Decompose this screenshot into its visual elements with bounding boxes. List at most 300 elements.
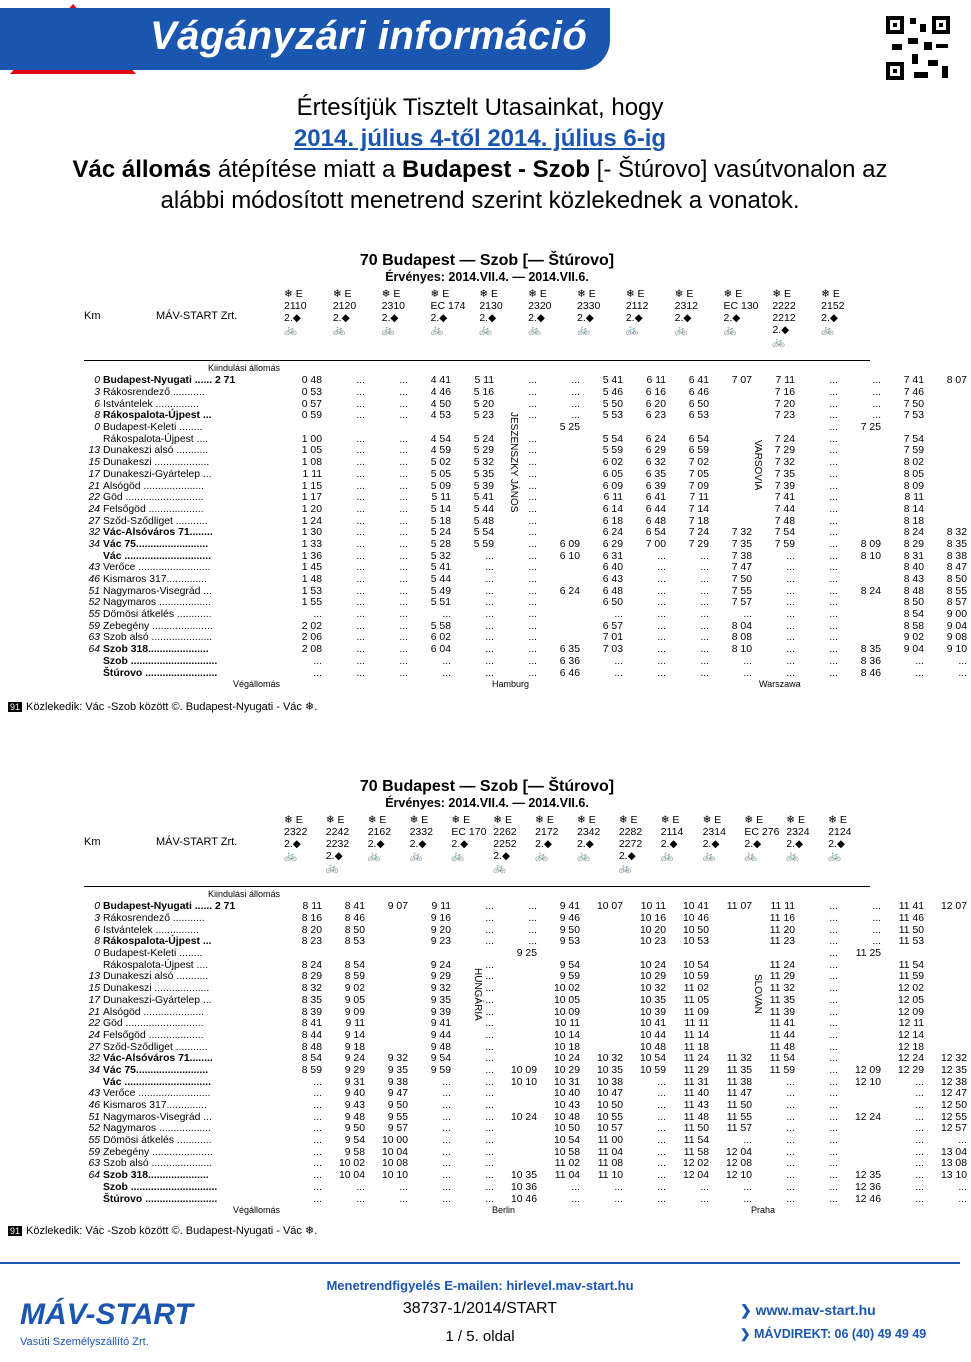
km-cell: 63 — [88, 1158, 100, 1170]
time-cell — [842, 515, 885, 527]
time-cell: 7 48 — [774, 515, 795, 527]
time-cell: 11 32 — [769, 983, 795, 995]
time-cell: 9 24 — [344, 1053, 365, 1065]
time-cell: ... — [399, 562, 408, 574]
time-cell: 5 25 — [559, 422, 580, 434]
train-number: ❄ E 2282 2272 2.◆ 🚲 — [619, 814, 659, 874]
time-cell: ... — [399, 503, 408, 515]
km-cell: 24 — [88, 1029, 100, 1041]
time-cell: 2 08 — [301, 644, 322, 656]
train-number: ❄ E EC 276 2.◆ 🚲 — [744, 814, 784, 862]
snowflake-icon: ❄ E — [577, 288, 596, 300]
time-cell: 8 14 — [903, 503, 924, 515]
time-cell: 7 54 — [774, 527, 795, 539]
time-cell: 7 35 — [731, 538, 752, 550]
time-cell: 12 50 — [940, 1100, 967, 1112]
table-row — [84, 492, 971, 504]
time-cell: ... — [442, 1170, 451, 1182]
time-cell — [928, 410, 971, 422]
time-cell — [283, 422, 326, 434]
time-cell: 7 59 — [903, 445, 924, 457]
time-cell: ... — [485, 550, 494, 562]
time-cell: ... — [571, 1193, 580, 1205]
table-row — [84, 597, 971, 609]
time-cell: ... — [356, 655, 365, 667]
time-cell: ... — [829, 667, 838, 679]
time-cell: 9 43 — [344, 1100, 365, 1112]
time-cell — [369, 983, 412, 995]
time-cell: 8 58 — [903, 620, 924, 632]
time-cell: ... — [485, 1041, 494, 1053]
time-cell: 1 05 — [301, 445, 322, 457]
km-header: Km — [84, 836, 101, 848]
bicycle-icon: 🚲 — [493, 862, 507, 874]
time-cell: 7 00 — [645, 538, 666, 550]
time-cell: ... — [700, 1181, 709, 1193]
time-cell: ... — [915, 655, 924, 667]
time-cell: 7 16 — [774, 387, 795, 399]
time-cell: ... — [485, 1193, 494, 1205]
time-cell — [842, 620, 885, 632]
time-cell — [928, 971, 971, 983]
time-cell: ... — [700, 1193, 709, 1205]
page-footer — [0, 1262, 960, 1362]
snowflake-icon: ❄ E — [618, 814, 638, 826]
time-cell — [541, 469, 584, 481]
time-cell: 6 41 — [645, 492, 666, 504]
intro-text — [0, 92, 960, 216]
time-cell — [885, 948, 928, 960]
time-cell: 8 24 — [860, 585, 881, 597]
time-cell — [584, 1030, 627, 1042]
time-cell: 7 29 — [688, 538, 709, 550]
time-cell: 8 44 — [301, 1029, 322, 1041]
station-name: Vác-Alsóváros 71........ — [103, 1053, 213, 1065]
bicycle-icon: 🚲 — [660, 850, 674, 862]
time-cell — [928, 398, 971, 410]
time-cell: ... — [356, 410, 365, 422]
time-cell: 11 11 — [684, 1018, 709, 1030]
time-cell: ... — [356, 387, 365, 399]
end-station-label: Végállomás — [232, 678, 280, 689]
table-row — [84, 527, 971, 539]
station-name: Kismaros 317.............. — [103, 574, 207, 586]
time-cell: ... — [829, 574, 838, 586]
table-row — [84, 1146, 971, 1158]
time-cell: 5 29 — [473, 445, 494, 457]
time-cell: ... — [915, 1123, 924, 1135]
snowflake-icon: ❄ E — [493, 814, 512, 826]
time-cell: 6 54 — [688, 433, 709, 445]
timetable-body — [84, 375, 971, 679]
time-cell: ... — [485, 1076, 494, 1088]
time-cell: 6 35 — [645, 468, 666, 480]
time-cell: ... — [700, 562, 709, 574]
km-cell: 32 — [88, 527, 100, 539]
time-cell: ... — [356, 632, 365, 644]
time-cell: ... — [528, 433, 537, 445]
time-cell: ... — [442, 1181, 451, 1193]
time-cell — [584, 936, 627, 948]
station-name: Felsőgöd ................... — [103, 503, 204, 515]
time-cell: 6 05 — [602, 468, 623, 480]
station-name: Vác 75......................... — [103, 538, 209, 550]
time-cell: 5 02 — [430, 457, 451, 469]
time-cell: ... — [829, 1146, 838, 1158]
time-cell — [498, 1135, 541, 1147]
km-cell — [84, 959, 103, 971]
time-cell: ... — [829, 1111, 838, 1123]
time-cell: 10 39 — [639, 1006, 666, 1018]
snowflake-icon: ❄ E — [772, 288, 792, 300]
time-cell: 6 44 — [645, 503, 666, 515]
header-banner — [0, 0, 960, 78]
table-row — [84, 609, 971, 621]
time-cell: 11 24 — [769, 959, 795, 971]
time-cell — [369, 948, 412, 960]
snowflake-icon: ❄ E — [409, 814, 429, 826]
time-cell: 6 41 — [688, 375, 709, 387]
km-cell: 51 — [88, 585, 100, 597]
timetable-header — [84, 778, 870, 810]
snowflake-icon: ❄ E — [744, 814, 764, 826]
time-cell: 7 23 — [774, 410, 795, 422]
time-cell — [842, 1053, 885, 1065]
time-cell: ... — [442, 655, 451, 667]
time-cell: ... — [528, 492, 537, 504]
time-cell: ... — [528, 515, 537, 527]
km-cell: 6 — [94, 398, 100, 410]
km-cell: 55 — [88, 609, 100, 621]
time-cell: 8 54 — [344, 959, 365, 971]
time-cell: ... — [485, 632, 494, 644]
km-cell: 59 — [88, 1146, 100, 1158]
km-cell: 64 — [88, 1170, 100, 1182]
time-cell: 8 09 — [903, 480, 924, 492]
time-cell: 10 38 — [596, 1076, 623, 1088]
timetable-body — [84, 901, 971, 1205]
time-cell — [928, 445, 971, 457]
time-cell: ... — [399, 644, 408, 656]
table-row — [84, 644, 971, 656]
time-cell: ... — [829, 468, 838, 480]
station-name: Zebegény ..................... — [103, 1146, 213, 1158]
time-cell: ... — [657, 667, 666, 679]
bicycle-icon: 🚲 — [367, 850, 381, 862]
time-cell — [842, 1030, 885, 1042]
time-cell: 9 25 — [516, 948, 537, 960]
time-cell: 9 18 — [344, 1041, 365, 1053]
time-cell: ... — [485, 1029, 494, 1041]
time-cell — [541, 597, 584, 609]
warszawa-label: Warszawa — [759, 678, 801, 689]
snowflake-icon: ❄ E — [284, 814, 303, 826]
time-cell: ... — [829, 1076, 838, 1088]
time-cell: ... — [829, 492, 838, 504]
time-cell: 10 18 — [553, 1041, 580, 1053]
time-cell: 10 41 — [639, 1018, 666, 1030]
time-cell: ... — [313, 1100, 322, 1112]
table-row — [84, 504, 971, 516]
time-cell: 7 09 — [688, 480, 709, 492]
time-cell: ... — [356, 609, 365, 621]
time-cell: 11 05 — [683, 994, 709, 1006]
time-cell: 8 23 — [301, 936, 322, 948]
time-cell: 13 10 — [940, 1170, 967, 1182]
time-cell: 8 35 — [860, 644, 881, 656]
time-cell: 10 46 — [510, 1193, 537, 1205]
time-cell: 10 55 — [596, 1111, 623, 1123]
time-cell: 11 50 — [726, 1100, 752, 1112]
time-cell: 9 54 — [430, 1053, 451, 1065]
time-cell — [842, 1146, 885, 1158]
time-cell: ... — [657, 1158, 666, 1170]
time-cell: 9 14 — [344, 1029, 365, 1041]
train-number: ❄ E 2112 2.◆ 🚲 — [626, 288, 666, 336]
table-row — [84, 1135, 971, 1147]
time-cell: 8 29 — [301, 971, 322, 983]
time-cell — [713, 913, 756, 925]
time-cell: 8 24 — [301, 959, 322, 971]
time-cell: 10 59 — [639, 1064, 666, 1076]
time-cell: ... — [915, 1088, 924, 1100]
time-cell: ... — [786, 1111, 795, 1123]
time-cell: 11 54 — [769, 1053, 795, 1065]
train-number: ❄ E 2222 2212 2.◆ 🚲 — [772, 288, 812, 348]
time-cell — [842, 445, 885, 457]
time-cell: 11 50 — [683, 1123, 709, 1135]
time-cell — [498, 1041, 541, 1053]
time-cell: 6 32 — [645, 457, 666, 469]
time-cell — [541, 480, 584, 492]
table-row — [84, 375, 971, 387]
station-name: Alsógöd ..................... — [103, 480, 205, 492]
time-cell: 9 50 — [387, 1100, 408, 1112]
time-cell: 10 16 — [639, 913, 666, 925]
time-cell: ... — [872, 375, 881, 387]
time-cell: ... — [399, 398, 408, 410]
time-cell — [369, 936, 412, 948]
time-cell: 6 16 — [645, 387, 666, 399]
time-cell: 10 24 — [510, 1111, 537, 1123]
table-row — [84, 936, 971, 948]
time-cell: 11 54 — [683, 1135, 709, 1147]
time-cell: ... — [399, 387, 408, 399]
table-row — [84, 398, 971, 410]
time-cell: 8 54 — [903, 609, 924, 621]
station-name: Štúrovo ......................... — [103, 667, 218, 679]
time-cell: 9 55 — [387, 1111, 408, 1123]
time-cell: 9 35 — [387, 1064, 408, 1076]
time-cell: ... — [829, 1123, 838, 1135]
time-cell: ... — [485, 959, 494, 971]
time-cell: ... — [915, 1181, 924, 1193]
time-cell: ... — [829, 445, 838, 457]
time-cell: 9 41 — [559, 901, 580, 913]
time-cell: ... — [485, 936, 494, 948]
time-cell: 11 20 — [769, 924, 795, 936]
time-cell: ... — [399, 527, 408, 539]
time-cell: 9 40 — [344, 1088, 365, 1100]
snowflake-icon: ❄ E — [430, 288, 450, 300]
start-station-label: Kiindulási állomás — [207, 363, 280, 373]
time-cell: ... — [786, 1181, 795, 1193]
time-cell: ... — [356, 515, 365, 527]
newsletter-link[interactable]: Menetrendfigyelés E-mailen: hirlevel.mav-start.hu — [326, 1278, 634, 1293]
time-cell: 12 10 — [854, 1076, 881, 1088]
km-cell: 43 — [88, 1088, 100, 1100]
time-cell: ... — [399, 480, 408, 492]
time-cell: 6 50 — [602, 597, 623, 609]
time-cell — [369, 1006, 412, 1018]
time-cell: 8 11 — [302, 901, 322, 913]
time-cell: ... — [743, 1181, 752, 1193]
time-cell — [369, 924, 412, 936]
time-cell: 8 41 — [301, 1018, 322, 1030]
time-cell: 8 11 — [904, 492, 924, 504]
time-cell — [928, 913, 971, 925]
time-cell: 8 46 — [860, 667, 881, 679]
km-cell: 0 — [94, 948, 100, 960]
time-cell: 7 24 — [688, 527, 709, 539]
time-cell: ... — [485, 597, 494, 609]
time-cell: ... — [872, 387, 881, 399]
time-cell: ... — [829, 1018, 838, 1030]
time-cell: 6 31 — [602, 550, 623, 562]
time-cell — [842, 504, 885, 516]
time-cell: 7 05 — [688, 468, 709, 480]
time-cell: 1 53 — [301, 585, 322, 597]
time-cell: 4 53 — [430, 410, 451, 422]
time-cell: ... — [657, 1123, 666, 1135]
time-cell: 8 31 — [903, 550, 924, 562]
time-cell: 12 38 — [940, 1076, 967, 1088]
train-number: ❄ E 2120 2.◆ 🚲 — [333, 288, 373, 336]
time-cell: ... — [528, 550, 537, 562]
time-cell — [928, 995, 971, 1007]
berlin-label: Berlin — [492, 1204, 516, 1215]
time-cell: 7 32 — [731, 527, 752, 539]
table-row — [84, 539, 971, 551]
time-cell: 9 39 — [430, 1006, 451, 1018]
time-cell — [928, 948, 971, 960]
station-name: Rákosrendező ........... — [103, 387, 205, 399]
time-cell: 6 10 — [559, 550, 580, 562]
time-cell: ... — [528, 375, 537, 387]
km-cell: 0 — [94, 375, 100, 387]
time-cell: 11 29 — [683, 1064, 709, 1076]
time-cell: 8 43 — [903, 574, 924, 586]
train-number: ❄ E EC 170 2.◆ 🚲 — [451, 814, 491, 862]
time-cell: 12 10 — [725, 1170, 752, 1182]
time-cell: ... — [399, 597, 408, 609]
time-cell: ... — [829, 983, 838, 995]
km-cell: 0 — [94, 901, 100, 913]
table-row — [84, 515, 971, 527]
time-cell — [713, 1018, 756, 1030]
time-cell: ... — [485, 1064, 494, 1076]
time-cell: ... — [356, 597, 365, 609]
time-cell: ... — [528, 387, 537, 399]
time-cell: 9 57 — [387, 1123, 408, 1135]
snowflake-icon: ❄ E — [451, 814, 471, 826]
time-cell: ... — [958, 1193, 967, 1205]
time-cell: 5 24 — [430, 527, 451, 539]
start-station-label: Kiindulási állomás — [207, 889, 280, 899]
time-cell: ... — [657, 1181, 666, 1193]
snowflake-icon: ❄ E — [674, 288, 694, 300]
time-cell: 6 29 — [645, 445, 666, 457]
snowflake-icon: ❄ E — [528, 288, 547, 300]
station-name: Alsógöd ..................... — [103, 1006, 205, 1018]
time-cell: 11 31 — [683, 1076, 709, 1088]
time-cell — [713, 515, 756, 527]
time-cell: ... — [485, 1123, 494, 1135]
time-cell — [928, 457, 971, 469]
time-cell: ... — [485, 620, 494, 632]
time-cell: 10 05 — [553, 994, 580, 1006]
bicycle-icon: 🚲 — [618, 862, 632, 874]
time-cell — [541, 515, 584, 527]
time-cell: ... — [872, 913, 881, 925]
time-cell: ... — [786, 620, 795, 632]
time-cell: ... — [528, 655, 537, 667]
train-number: ❄ E 2152 2.◆ 🚲 — [821, 288, 861, 336]
train-number: ❄ E 2314 2.◆ 🚲 — [703, 814, 743, 862]
time-cell: ... — [743, 1135, 752, 1147]
time-cell: 8 04 — [731, 620, 752, 632]
time-cell: ... — [571, 387, 580, 399]
time-cell — [498, 1030, 541, 1042]
train-number: ❄ E 2310 2.◆ 🚲 — [382, 288, 422, 336]
time-cell: 1 48 — [301, 574, 322, 586]
time-cell: 7 39 — [774, 480, 795, 492]
time-cell: 11 39 — [769, 1006, 795, 1018]
table-row — [84, 1088, 971, 1100]
time-cell: ... — [829, 994, 838, 1006]
time-cell: 12 11 — [898, 1018, 924, 1030]
time-cell: ... — [528, 609, 537, 621]
time-cell: 9 11 — [431, 901, 451, 913]
time-cell: ... — [657, 574, 666, 586]
time-cell: ... — [915, 1193, 924, 1205]
time-cell — [627, 948, 670, 960]
time-cell: 13 08 — [940, 1158, 967, 1170]
website-link[interactable]: ❯ www.mav-start.hu — [740, 1302, 876, 1318]
time-cell — [713, 995, 756, 1007]
time-cell: 12 47 — [940, 1088, 967, 1100]
time-cell: 5 53 — [602, 410, 623, 422]
time-cell — [541, 433, 584, 445]
time-cell: ... — [614, 655, 623, 667]
time-cell: 5 44 — [473, 503, 494, 515]
time-cell: ... — [786, 1193, 795, 1205]
km-cell: 6 — [94, 924, 100, 936]
time-cell: ... — [485, 655, 494, 667]
train-number: ❄ E 2262 2252 2.◆ 🚲 — [493, 814, 533, 874]
station-name: Szob 318..................... — [103, 644, 209, 656]
time-cell: 8 29 — [903, 538, 924, 550]
time-cell: 10 32 — [639, 983, 666, 995]
time-cell: 11 48 — [769, 1041, 795, 1053]
time-cell: 7 50 — [903, 398, 924, 410]
time-cell: ... — [399, 492, 408, 504]
time-cell: ... — [700, 667, 709, 679]
table-row — [84, 1123, 971, 1135]
qr-code-icon — [884, 14, 952, 82]
km-cell: 13 — [88, 445, 100, 457]
table-row — [84, 924, 971, 936]
